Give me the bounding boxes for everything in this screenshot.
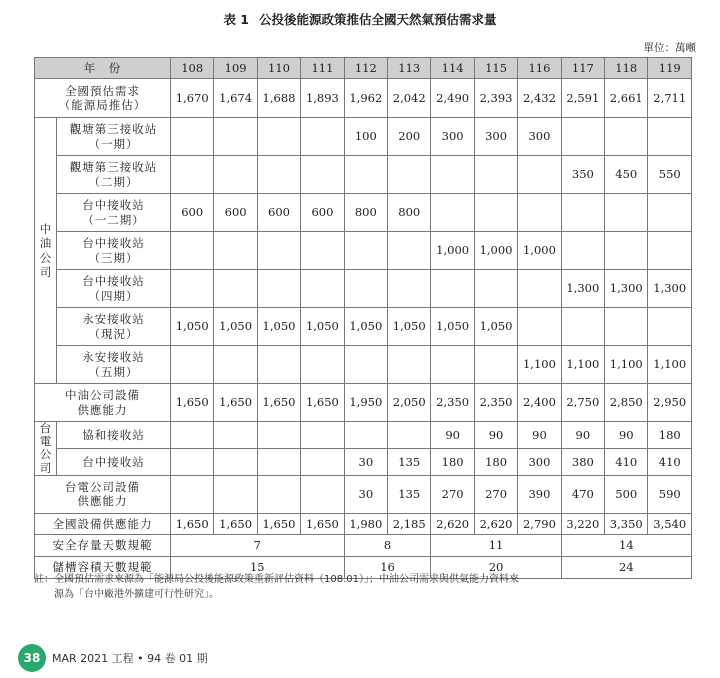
- table-cell: 270: [431, 475, 474, 513]
- row-label: [57, 232, 171, 270]
- table-cell: [388, 232, 431, 270]
- row-label: [57, 194, 171, 232]
- table-row: [35, 534, 692, 556]
- table-row: [35, 79, 692, 118]
- row-label: 安全存量天數規範: [35, 534, 171, 556]
- row-label-line: （一期）: [88, 136, 139, 151]
- table-cell: 2,790: [518, 513, 561, 534]
- table-cell: [648, 194, 692, 232]
- table-row: [35, 346, 692, 384]
- table-cell: 1,650: [214, 513, 257, 534]
- table-cell: 1,300: [648, 270, 692, 308]
- row-label: [57, 118, 171, 156]
- row-label-line: （三期）: [88, 250, 139, 265]
- table-cell: 600: [257, 194, 300, 232]
- row-label-line: 永安接收站: [82, 350, 145, 365]
- table-cell: 11: [431, 534, 561, 556]
- table-cell: 1,050: [474, 308, 517, 346]
- table-cell: 1,300: [561, 270, 604, 308]
- table-cell: 1,050: [257, 308, 300, 346]
- unit-label: 單位：萬噸: [643, 42, 696, 54]
- table-cell: [257, 422, 300, 449]
- row-label: 儲槽容積天數規範: [35, 556, 171, 578]
- table-cell: 1,050: [301, 308, 344, 346]
- table-cell: [214, 156, 257, 194]
- table-cell: [344, 232, 387, 270]
- row-label: [57, 346, 171, 384]
- table-cell: [648, 308, 692, 346]
- table-cell: [344, 270, 387, 308]
- row-label: 全國設備供應能力: [35, 513, 171, 534]
- table-cell: 2,591: [561, 79, 604, 118]
- table-cell: 2,850: [605, 384, 648, 422]
- row-label: [35, 384, 171, 422]
- table-cell: [214, 118, 257, 156]
- table-cell: [257, 118, 300, 156]
- table-cell: 380: [561, 448, 604, 475]
- table-cell: [605, 118, 648, 156]
- table-cell: 90: [605, 422, 648, 449]
- table-row: [35, 308, 692, 346]
- table-cell: [605, 308, 648, 346]
- table-cell: 1,650: [301, 384, 344, 422]
- table-cell: 135: [388, 475, 431, 513]
- table-cell: 2,350: [474, 384, 517, 422]
- table-cell: [518, 194, 561, 232]
- table-cell: 2,750: [561, 384, 604, 422]
- table-cell: 1,000: [518, 232, 561, 270]
- table-cell: [431, 270, 474, 308]
- table-cell: [474, 194, 517, 232]
- group-label-char: 司: [39, 264, 52, 279]
- note-line: 源為「台中廠港外擴建可行性研究」。: [34, 589, 219, 600]
- year-cell: 108: [171, 58, 214, 79]
- caption-title: 公投後能源政策推估全國天然氣預估需求量: [259, 12, 497, 27]
- table-cell: [388, 270, 431, 308]
- table-cell: 200: [388, 118, 431, 156]
- table-cell: 3,220: [561, 513, 604, 534]
- table-cell: 2,620: [431, 513, 474, 534]
- table-cell: 1,980: [344, 513, 387, 534]
- row-label: [35, 475, 171, 513]
- table-cell: [171, 475, 214, 513]
- year-cell: 116: [518, 58, 561, 79]
- table-cell: 2,042: [388, 79, 431, 118]
- row-label-line: 觀塘第三接收站: [69, 122, 158, 137]
- table-cell: [301, 232, 344, 270]
- table-row: [35, 448, 692, 475]
- row-label-line: 台中接收站: [82, 274, 145, 289]
- table-cell: 800: [344, 194, 387, 232]
- table-cell: 1,100: [605, 346, 648, 384]
- table-cell: [474, 156, 517, 194]
- row-label: [35, 79, 171, 118]
- table-cell: 2,490: [431, 79, 474, 118]
- table-cell: 1,100: [648, 346, 692, 384]
- table-cell: 600: [171, 194, 214, 232]
- table-cell: 2,432: [518, 79, 561, 118]
- gas-demand-table: [34, 57, 692, 579]
- table-cell: 1,100: [518, 346, 561, 384]
- table-cell: 300: [518, 118, 561, 156]
- table-cell: 270: [474, 475, 517, 513]
- year-cell: 112: [344, 58, 387, 79]
- row-label-line: 觀塘第三接收站: [69, 160, 158, 175]
- year-cell: 113: [388, 58, 431, 79]
- table-cell: 1,650: [214, 384, 257, 422]
- table-cell: [301, 346, 344, 384]
- table-cell: 2,661: [605, 79, 648, 118]
- table-cell: 550: [648, 156, 692, 194]
- table-cell: 410: [648, 448, 692, 475]
- year-cell: 119: [648, 58, 692, 79]
- table-cell: [301, 422, 344, 449]
- table-cell: [344, 346, 387, 384]
- table-cell: [388, 346, 431, 384]
- table-cell: [214, 346, 257, 384]
- row-label-line: 中油公司設備: [65, 388, 140, 403]
- table-row: [35, 422, 692, 449]
- table-cell: 350: [561, 156, 604, 194]
- row-label-line: 供應能力: [77, 494, 128, 509]
- group-label-char: 中: [39, 221, 52, 236]
- page-footer: [18, 644, 208, 672]
- table-cell: 600: [301, 194, 344, 232]
- row-label: 台中接收站: [57, 448, 171, 475]
- table-cell: 100: [344, 118, 387, 156]
- table-cell: [605, 194, 648, 232]
- table-cell: 30: [344, 475, 387, 513]
- table-cell: 2,620: [474, 513, 517, 534]
- table-cell: [257, 475, 300, 513]
- table-cell: 7: [171, 534, 345, 556]
- row-label-line: （一二期）: [82, 212, 145, 227]
- table-row: [35, 475, 692, 513]
- table-cell: 90: [431, 422, 474, 449]
- year-cell: 109: [214, 58, 257, 79]
- year-cell: 110: [257, 58, 300, 79]
- journal-info: MAR 2021 工程 • 94 卷 01 期: [52, 652, 208, 665]
- table-cell: [171, 448, 214, 475]
- table-cell: 90: [518, 422, 561, 449]
- table-cell: [474, 346, 517, 384]
- table-cell: 1,650: [301, 513, 344, 534]
- page-number-badge: 38: [18, 644, 46, 672]
- table-row: [35, 156, 692, 194]
- row-label: [57, 270, 171, 308]
- table-cell: 3,350: [605, 513, 648, 534]
- header-row: [35, 58, 692, 79]
- table-cell: [431, 194, 474, 232]
- group-label: 台電公司: [35, 422, 57, 476]
- table-cell: 2,350: [431, 384, 474, 422]
- table-cell: 1,050: [344, 308, 387, 346]
- table-cell: 500: [605, 475, 648, 513]
- table-cell: [257, 232, 300, 270]
- row-label-line: 供應能力: [77, 402, 128, 417]
- table-cell: [257, 346, 300, 384]
- table-cell: 180: [648, 422, 692, 449]
- row-label-line: （現況）: [88, 326, 139, 341]
- table-cell: 300: [474, 118, 517, 156]
- table-cell: 2,393: [474, 79, 517, 118]
- table-cell: [171, 346, 214, 384]
- group-label-char: 油: [39, 236, 52, 251]
- table-cell: [171, 270, 214, 308]
- table-cell: 390: [518, 475, 561, 513]
- table-cell: [301, 475, 344, 513]
- table-row: [35, 232, 692, 270]
- table-cell: [257, 448, 300, 475]
- table-note: [34, 572, 694, 602]
- table-cell: 1,650: [171, 384, 214, 422]
- note-line: 註：全國預估需求來源為「能源局公投後能源政策重新評估資料（108.01）」；中油公司需求與供氣能力資料來: [34, 574, 519, 585]
- table-cell: 1,300: [605, 270, 648, 308]
- table-cell: [214, 475, 257, 513]
- table-cell: 410: [605, 448, 648, 475]
- table-cell: [171, 156, 214, 194]
- table-cell: 470: [561, 475, 604, 513]
- row-label: [57, 156, 171, 194]
- table-cell: [301, 118, 344, 156]
- table-cell: 3,540: [648, 513, 692, 534]
- row-label-line: 台電公司設備: [65, 480, 140, 494]
- table-cell: 1,650: [171, 513, 214, 534]
- year-header: 年 份: [35, 58, 171, 79]
- table-cell: [257, 270, 300, 308]
- row-label-line: （五期）: [88, 364, 139, 379]
- table-cell: 8: [344, 534, 431, 556]
- table-cell: 180: [431, 448, 474, 475]
- table-cell: 1,650: [257, 513, 300, 534]
- table-cell: 600: [214, 194, 257, 232]
- table-cell: 1,670: [171, 79, 214, 118]
- table-cell: 450: [605, 156, 648, 194]
- table-cell: 24: [561, 556, 691, 578]
- table-cell: 1,050: [214, 308, 257, 346]
- table-cell: 590: [648, 475, 692, 513]
- table-cell: [301, 448, 344, 475]
- table-row: [35, 194, 692, 232]
- table-cell: [648, 118, 692, 156]
- group-label: [35, 118, 57, 384]
- table-cell: [171, 422, 214, 449]
- table-cell: 2,400: [518, 384, 561, 422]
- year-cell: 117: [561, 58, 604, 79]
- table-cell: [214, 270, 257, 308]
- row-label-line: （四期）: [88, 288, 139, 303]
- table-row: [35, 384, 692, 422]
- table-cell: [474, 270, 517, 308]
- table-cell: [214, 448, 257, 475]
- table-cell: 16: [344, 556, 431, 578]
- table-cell: 1,950: [344, 384, 387, 422]
- table-cell: [431, 156, 474, 194]
- table-cell: [301, 270, 344, 308]
- table-row: [35, 118, 692, 156]
- table-cell: [171, 118, 214, 156]
- table-cell: 1,050: [171, 308, 214, 346]
- table-cell: [648, 232, 692, 270]
- table-cell: 90: [561, 422, 604, 449]
- year-cell: 111: [301, 58, 344, 79]
- table-cell: 2,050: [388, 384, 431, 422]
- row-label-line: 台中接收站: [82, 198, 145, 213]
- table-cell: [257, 156, 300, 194]
- table-cell: [214, 232, 257, 270]
- table-cell: [388, 156, 431, 194]
- table-cell: 1,893: [301, 79, 344, 118]
- table-cell: [301, 156, 344, 194]
- table-cell: [344, 156, 387, 194]
- table-cell: [518, 308, 561, 346]
- table-cell: 1,650: [257, 384, 300, 422]
- table-cell: 300: [431, 118, 474, 156]
- table-cell: 2,950: [648, 384, 692, 422]
- table-cell: 1,050: [388, 308, 431, 346]
- table-cell: [605, 232, 648, 270]
- table-cell: 1,000: [431, 232, 474, 270]
- table-row: [35, 513, 692, 534]
- table-cell: [388, 422, 431, 449]
- table-cell: [561, 308, 604, 346]
- table-cell: [431, 346, 474, 384]
- table-cell: [344, 422, 387, 449]
- table-cell: 14: [561, 534, 691, 556]
- table-cell: [214, 422, 257, 449]
- table-caption: [0, 10, 720, 28]
- table-cell: 1,674: [214, 79, 257, 118]
- row-label: [57, 308, 171, 346]
- table-cell: 2,711: [648, 79, 692, 118]
- table-cell: [171, 232, 214, 270]
- row-label-line: 永安接收站: [82, 312, 145, 327]
- table-cell: 1,688: [257, 79, 300, 118]
- table-cell: 1,050: [431, 308, 474, 346]
- table-cell: 135: [388, 448, 431, 475]
- row-label-line: 台中接收站: [82, 236, 145, 251]
- year-cell: 114: [431, 58, 474, 79]
- table-cell: 20: [431, 556, 561, 578]
- row-label-line: （二期）: [88, 174, 139, 189]
- year-cell: 118: [605, 58, 648, 79]
- table-cell: [561, 232, 604, 270]
- table-cell: 30: [344, 448, 387, 475]
- caption-number: 表 1: [223, 12, 250, 27]
- row-label-line: （能源局推估）: [58, 98, 147, 112]
- table-cell: 1,000: [474, 232, 517, 270]
- table-cell: [518, 270, 561, 308]
- table-cell: 90: [474, 422, 517, 449]
- table-cell: [518, 156, 561, 194]
- table-cell: 15: [171, 556, 345, 578]
- table-cell: 1,100: [561, 346, 604, 384]
- table-cell: 1,962: [344, 79, 387, 118]
- table-cell: 2,185: [388, 513, 431, 534]
- group-label-char: 公: [39, 250, 52, 265]
- table-cell: 180: [474, 448, 517, 475]
- year-cell: 115: [474, 58, 517, 79]
- table-cell: 300: [518, 448, 561, 475]
- row-label: 協和接收站: [57, 422, 171, 449]
- table-cell: 800: [388, 194, 431, 232]
- table-cell: [561, 194, 604, 232]
- table-row: [35, 270, 692, 308]
- table-cell: [561, 118, 604, 156]
- row-label-line: 全國預估需求: [65, 83, 140, 98]
